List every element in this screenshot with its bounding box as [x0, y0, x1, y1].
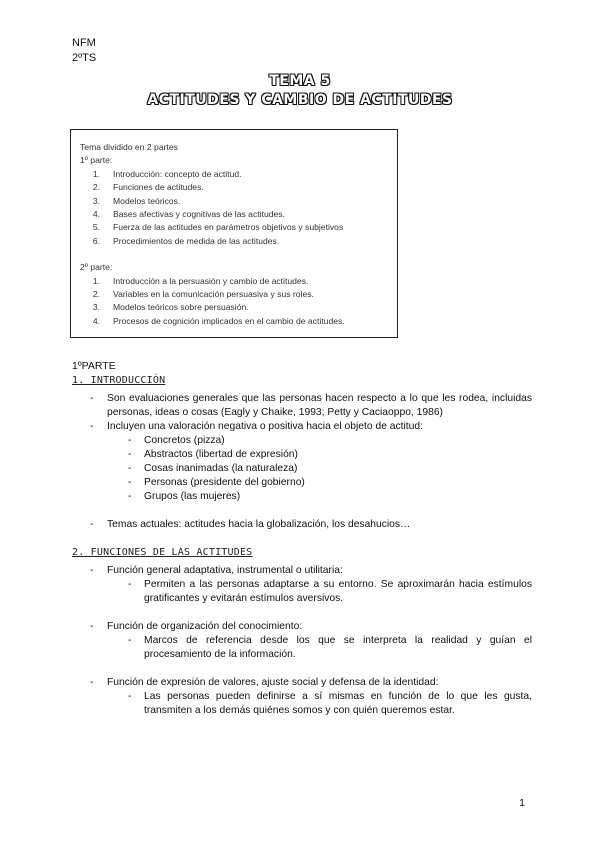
item-number: 4. [92, 209, 100, 220]
section1-heading: 1. INTRODUCCIÓN [72, 375, 166, 386]
item-number: 3. [92, 302, 100, 313]
item-number: 4. [92, 315, 100, 326]
part2-list [80, 275, 397, 329]
dash-marker: - [128, 691, 132, 702]
function-detail-text: Marcos de referencia desde los que se interpreta la realidad y guían el procesamiento de la información. [144, 635, 532, 660]
summary-intro: Tema dividido en 2 partes [80, 142, 178, 152]
example-text: Concretos (pizza) [144, 435, 225, 446]
bullet-text: Temas actuales: actitudes hacia la globalización, los desahucios… [107, 519, 411, 530]
dash-marker: - [90, 565, 94, 576]
part-label: 1ºPARTE [72, 360, 116, 372]
example-text: Personas (presidente del gobierno) [144, 477, 305, 488]
spacer [72, 504, 532, 518]
dash-marker: - [90, 393, 94, 404]
dash-marker: - [128, 477, 132, 488]
course-label: 2ºTS [72, 52, 97, 64]
item-number: 3. [92, 195, 100, 206]
author-initials: NFM [72, 37, 96, 49]
sub-bullet [128, 476, 532, 490]
dash-marker: - [128, 491, 132, 502]
function-title: Función de organización del conocimiento: [107, 621, 303, 632]
item-text: Bases afectivas y cognitivas de las actitudes. [113, 209, 285, 220]
list-item [80, 208, 397, 221]
bullet-text: Son evaluaciones generales que las personas hacen respecto a lo que les rodea, incluidas personas, ideas o cosas (Eagly y Chaike, 1993; Petty y Caciaoppo, 1986) [107, 393, 532, 418]
bullet [90, 392, 532, 420]
bullet [90, 420, 532, 434]
document-header [72, 36, 96, 66]
item-number: 6. [92, 235, 100, 246]
item-number: 5. [92, 222, 100, 233]
function-title: Función de expresión de valores, ajuste social y defensa de la identidad: [107, 677, 439, 688]
function-bullet [90, 564, 532, 578]
sub-bullet [128, 462, 532, 476]
dash-marker: - [128, 435, 132, 446]
example-text: Cosas inanimadas (la naturaleza) [144, 463, 298, 474]
item-text: Variables en la comunicación persuasiva y sus roles. [113, 289, 314, 300]
list-item [80, 315, 397, 328]
list-item [80, 288, 397, 301]
part2-label: 2º parte: [80, 262, 113, 273]
spacer [72, 662, 532, 676]
section2-heading: 2. FUNCIONES DE LAS ACTITUDES [72, 547, 253, 558]
sub-bullet [128, 448, 532, 462]
list-item [80, 235, 397, 248]
spacer [80, 248, 397, 261]
item-number: 2. [92, 182, 100, 193]
dash-marker: - [128, 579, 132, 590]
list-item [80, 301, 397, 314]
dash-marker: - [128, 449, 132, 460]
topic-subtitle: ACTITUDES Y CAMBIO DE ACTITUDES [147, 92, 453, 108]
function-detail [128, 578, 532, 606]
dash-marker: - [90, 677, 94, 688]
function-detail-text: Permiten a las personas adaptarse a su entorno. Se aproximarán hacia estímulos gratificantes y evitarán estímulos aversivos. [144, 579, 532, 604]
list-item [80, 275, 397, 288]
example-text: Abstractos (libertad de expresión) [144, 449, 298, 460]
bullet [90, 518, 532, 532]
function-detail [128, 634, 532, 662]
dash-marker: - [90, 421, 94, 432]
list-item [80, 181, 397, 194]
part1-list [80, 168, 397, 248]
sub-bullet [128, 490, 532, 504]
item-text: Modelos teóricos. [113, 195, 181, 206]
list-item [80, 195, 397, 208]
topic-title: TEMA 5 [269, 73, 331, 89]
dash-marker: - [90, 519, 94, 530]
spacer [72, 606, 532, 620]
item-text: Procedimientos de medida de las actitudes. [113, 235, 280, 246]
summary-box [70, 129, 398, 338]
spacer [72, 532, 532, 546]
item-number: 1. [92, 168, 100, 179]
function-detail-text: Las personas pueden definirse a sí mismas en función de lo que les gusta, transmiten a los demás quiénes somos y con quién queremos estar. [144, 691, 532, 716]
list-item [80, 221, 397, 234]
function-detail [128, 690, 532, 718]
example-text: Grupos (las mujeres) [144, 491, 241, 502]
item-number: 1. [92, 275, 100, 286]
item-text: Modelos teóricos sobre persuasión. [113, 302, 249, 313]
function-bullet [90, 676, 532, 690]
function-title: Función general adaptativa, instrumental o utilitaria: [107, 565, 343, 576]
page-number: 1 [519, 797, 525, 809]
item-text: Fuerza de las actitudes en parámetros objetivos y subjetivos [113, 222, 344, 233]
dash-marker: - [90, 621, 94, 632]
sub-bullet [128, 434, 532, 448]
item-number: 2. [92, 289, 100, 300]
item-text: Introducción a la persuasión y cambio de actitudes. [113, 275, 309, 286]
function-bullet [90, 620, 532, 634]
bullet-text: Incluyen una valoración negativa o positiva hacia el objeto de actitud: [107, 421, 423, 432]
item-text: Funciones de actitudes. [113, 182, 204, 193]
dash-marker: - [128, 463, 132, 474]
dash-marker: - [128, 635, 132, 646]
part1-label: 1º parte: [80, 155, 113, 166]
item-text: Procesos de cognición implicados en el cambio de actitudes. [113, 315, 345, 326]
item-text: Introducción: concepto de actitud. [113, 168, 242, 179]
list-item [80, 168, 397, 181]
main-content [72, 359, 532, 718]
title-block [0, 72, 600, 110]
